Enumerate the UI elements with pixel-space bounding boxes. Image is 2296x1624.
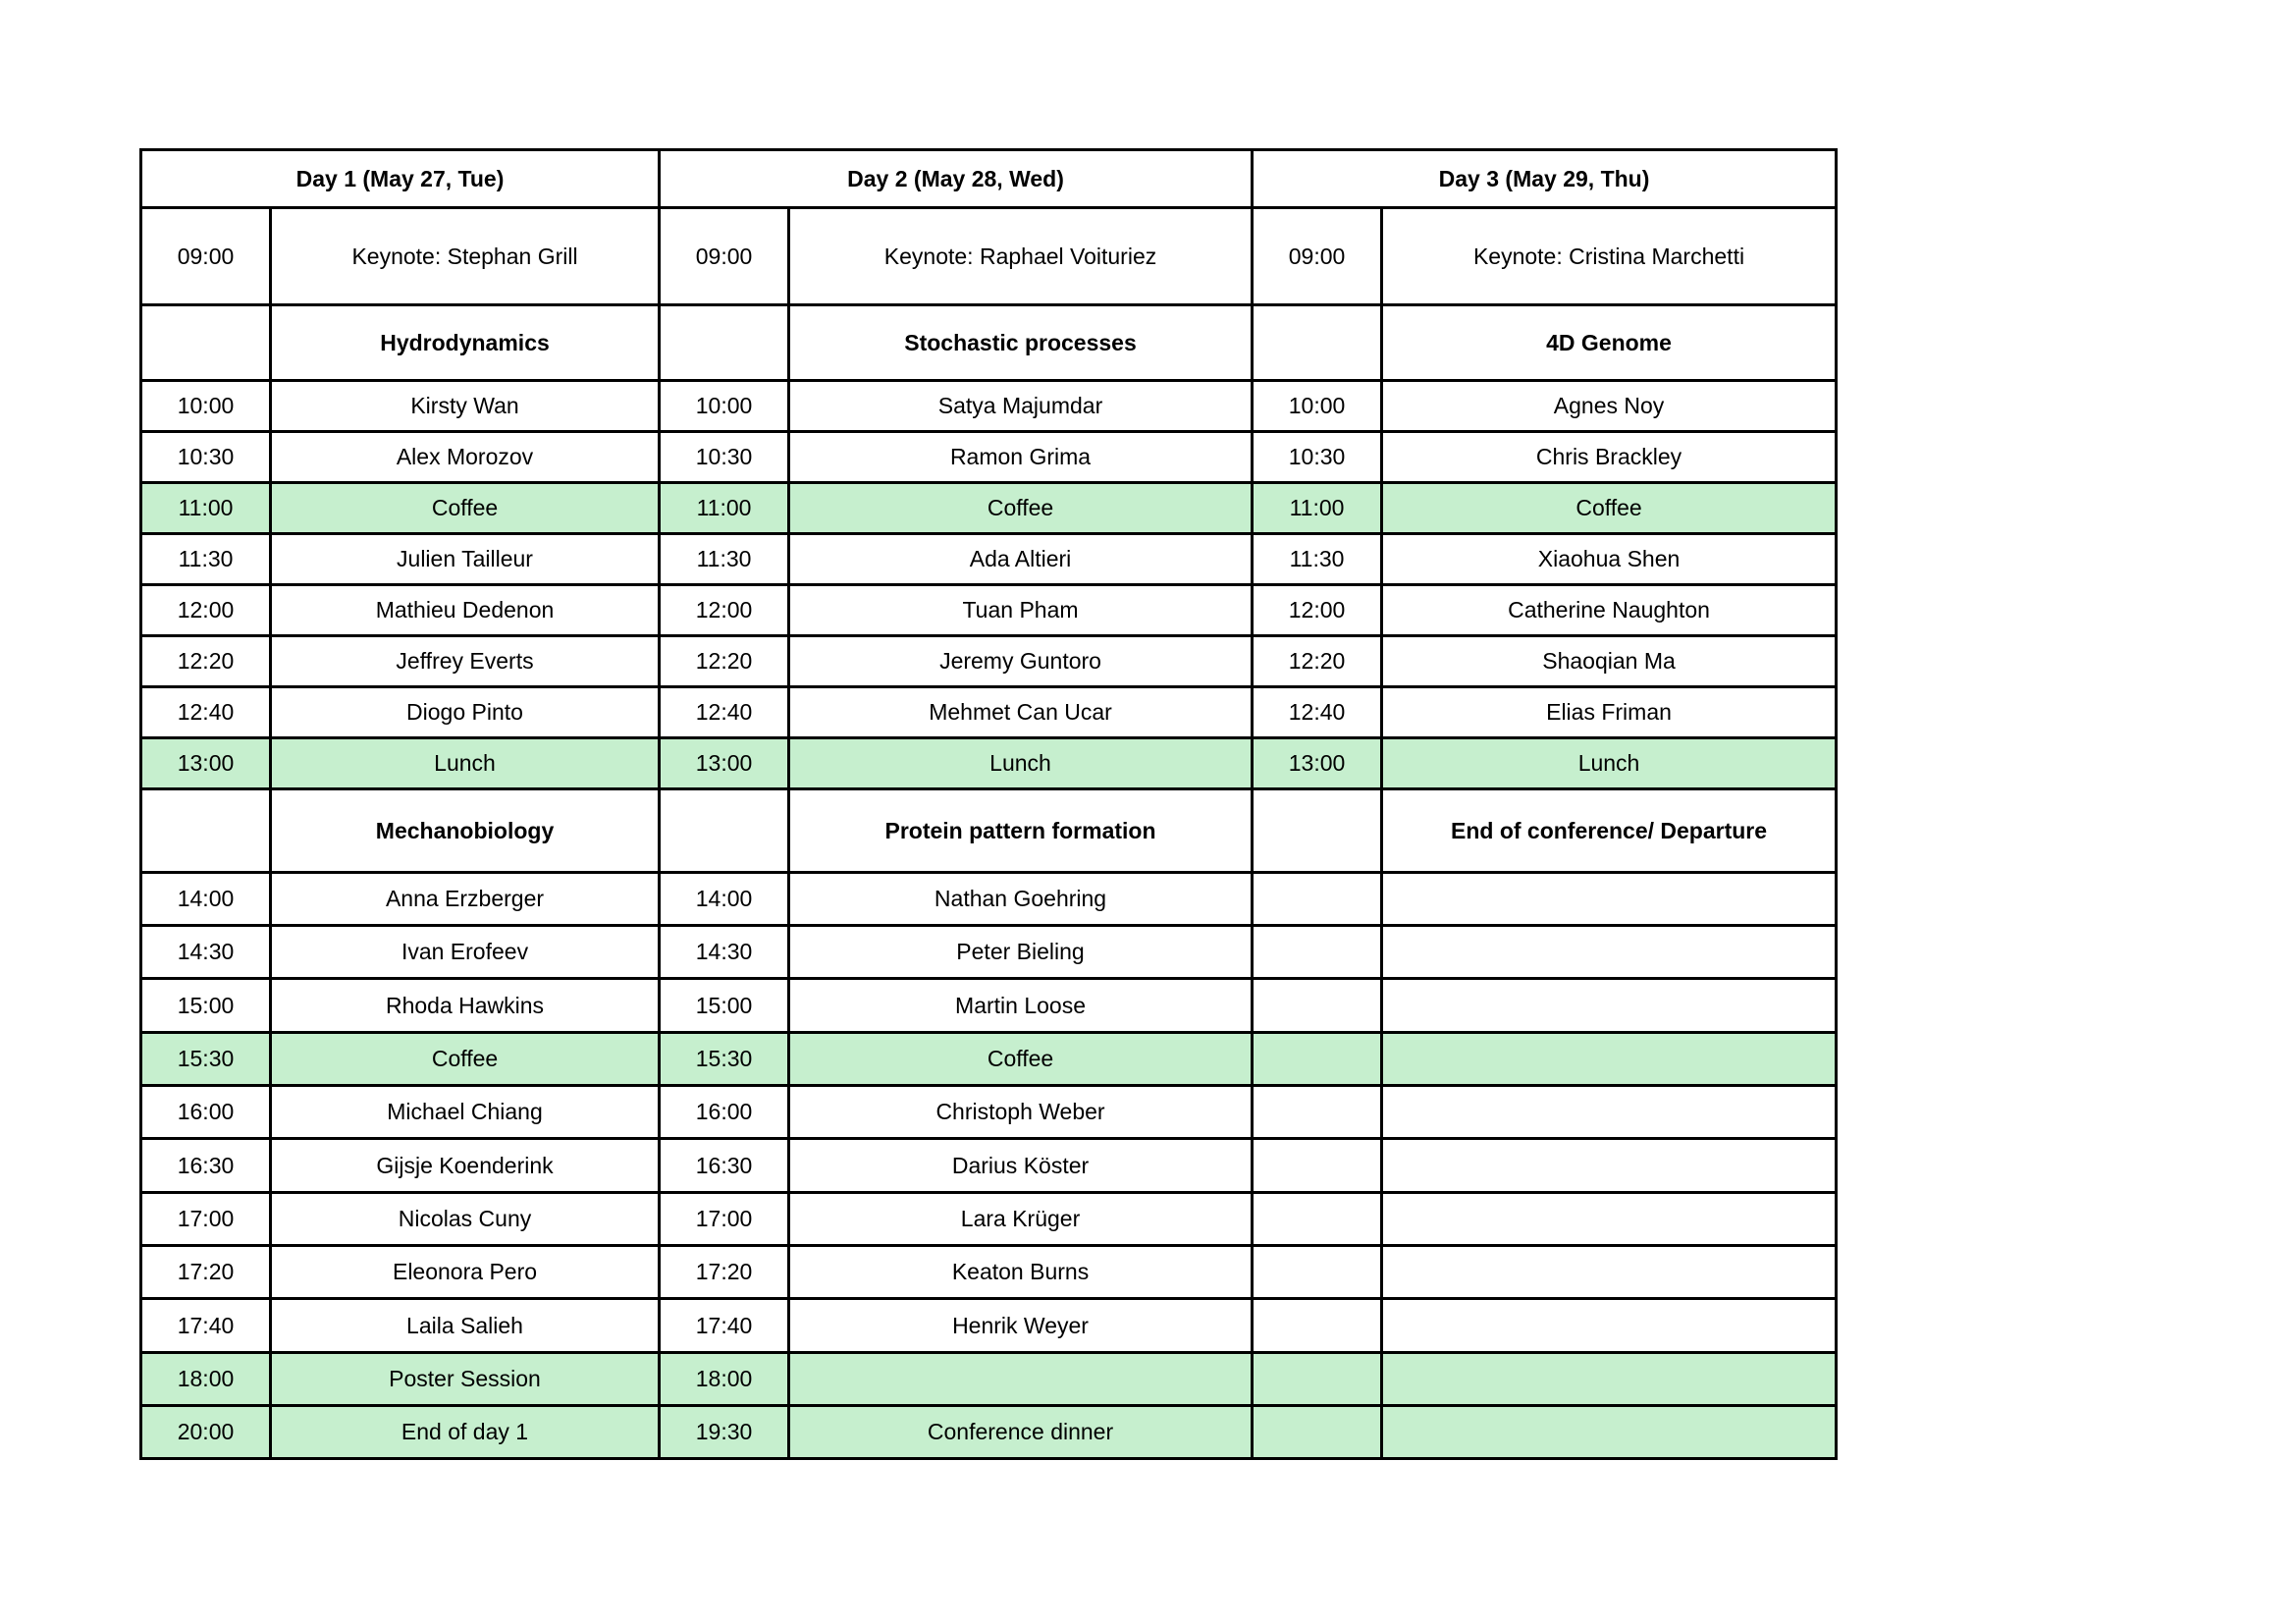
time-cell	[141, 789, 271, 873]
session-title-cell: Stochastic processes	[789, 305, 1253, 381]
time-cell: 14:30	[141, 926, 271, 979]
schedule-row	[141, 432, 1837, 483]
time-cell	[660, 305, 789, 381]
event-cell: Shaoqian Ma	[1382, 636, 1837, 687]
time-cell	[1253, 1406, 1382, 1459]
event-cell: Elias Friman	[1382, 687, 1837, 738]
time-cell: 20:00	[141, 1406, 271, 1459]
schedule-row	[141, 636, 1837, 687]
time-cell	[1253, 305, 1382, 381]
time-cell: 14:00	[660, 873, 789, 926]
event-cell: Peter Bieling	[789, 926, 1253, 979]
event-cell: Laila Salieh	[271, 1299, 660, 1353]
time-cell: 15:00	[660, 979, 789, 1033]
session-title-cell: Hydrodynamics	[271, 305, 660, 381]
time-cell: 12:40	[1253, 687, 1382, 738]
event-cell	[1382, 1246, 1837, 1299]
break-cell	[789, 1353, 1253, 1406]
schedule-table	[139, 148, 1838, 1460]
time-cell	[1253, 979, 1382, 1033]
event-cell: Ramon Grima	[789, 432, 1253, 483]
time-cell: 16:00	[141, 1086, 271, 1139]
time-cell: 18:00	[141, 1353, 271, 1406]
time-cell: 13:00	[1253, 738, 1382, 789]
time-cell: 15:30	[141, 1033, 271, 1086]
time-cell: 14:30	[660, 926, 789, 979]
event-cell	[1382, 926, 1837, 979]
event-cell	[1382, 1086, 1837, 1139]
time-cell: 12:00	[1253, 585, 1382, 636]
time-cell: 13:00	[660, 738, 789, 789]
time-cell: 17:40	[660, 1299, 789, 1353]
schedule-row	[141, 1033, 1837, 1086]
event-cell	[1382, 1299, 1837, 1353]
event-cell: Anna Erzberger	[271, 873, 660, 926]
time-cell: 11:00	[1253, 483, 1382, 534]
time-cell	[1253, 1353, 1382, 1406]
schedule-row	[141, 1299, 1837, 1353]
session-title-cell: Protein pattern formation	[789, 789, 1253, 873]
day-3-header: Day 3 (May 29, Thu)	[1253, 150, 1837, 208]
event-cell: Tuan Pham	[789, 585, 1253, 636]
event-cell: Chris Brackley	[1382, 432, 1837, 483]
break-cell	[1382, 1033, 1837, 1086]
time-cell: 18:00	[660, 1353, 789, 1406]
time-cell: 13:00	[141, 738, 271, 789]
schedule-row	[141, 1086, 1837, 1139]
time-cell: 14:00	[141, 873, 271, 926]
event-cell: Keaton Burns	[789, 1246, 1253, 1299]
break-cell: Coffee	[271, 483, 660, 534]
event-cell: Satya Majumdar	[789, 381, 1253, 432]
schedule-row	[141, 979, 1837, 1033]
time-cell: 12:00	[141, 585, 271, 636]
time-cell: 11:00	[660, 483, 789, 534]
time-cell	[1253, 1193, 1382, 1246]
break-cell	[1382, 1353, 1837, 1406]
event-cell: Ivan Erofeev	[271, 926, 660, 979]
time-cell	[1253, 789, 1382, 873]
event-cell: Henrik Weyer	[789, 1299, 1253, 1353]
time-cell: 11:30	[660, 534, 789, 585]
schedule-row	[141, 873, 1837, 926]
break-cell: Conference dinner	[789, 1406, 1253, 1459]
time-cell: 11:30	[1253, 534, 1382, 585]
time-cell: 19:30	[660, 1406, 789, 1459]
schedule-row	[141, 926, 1837, 979]
time-cell: 12:20	[660, 636, 789, 687]
time-cell: 12:20	[1253, 636, 1382, 687]
break-cell: Coffee	[789, 483, 1253, 534]
time-cell: 09:00	[1253, 208, 1382, 305]
schedule-row	[141, 534, 1837, 585]
keynote-cell: Keynote: Raphael Voituriez	[789, 208, 1253, 305]
event-cell: Jeremy Guntoro	[789, 636, 1253, 687]
schedule-row	[141, 483, 1837, 534]
event-cell: Ada Altieri	[789, 534, 1253, 585]
break-cell: Lunch	[271, 738, 660, 789]
break-cell: Coffee	[271, 1033, 660, 1086]
keynote-cell: Keynote: Stephan Grill	[271, 208, 660, 305]
time-cell: 17:40	[141, 1299, 271, 1353]
time-cell: 10:00	[660, 381, 789, 432]
time-cell: 17:00	[141, 1193, 271, 1246]
day-2-header: Day 2 (May 28, Wed)	[660, 150, 1253, 208]
session-title-row	[141, 305, 1837, 381]
break-cell: Coffee	[789, 1033, 1253, 1086]
day-1-header: Day 1 (May 27, Tue)	[141, 150, 660, 208]
time-cell: 17:20	[141, 1246, 271, 1299]
time-cell: 12:00	[660, 585, 789, 636]
keynote-cell: Keynote: Cristina Marchetti	[1382, 208, 1837, 305]
time-cell: 09:00	[660, 208, 789, 305]
time-cell: 12:40	[660, 687, 789, 738]
event-cell: Christoph Weber	[789, 1086, 1253, 1139]
time-cell: 16:00	[660, 1086, 789, 1139]
time-cell	[1253, 1033, 1382, 1086]
time-cell: 17:20	[660, 1246, 789, 1299]
time-cell	[1253, 1299, 1382, 1353]
time-cell: 10:30	[141, 432, 271, 483]
event-cell: Agnes Noy	[1382, 381, 1837, 432]
time-cell: 10:00	[141, 381, 271, 432]
break-cell: Lunch	[789, 738, 1253, 789]
time-cell: 12:40	[141, 687, 271, 738]
break-cell: Poster Session	[271, 1353, 660, 1406]
schedule-row	[141, 1406, 1837, 1459]
time-cell: 15:00	[141, 979, 271, 1033]
time-cell	[1253, 1086, 1382, 1139]
event-cell: Gijsje Koenderink	[271, 1139, 660, 1193]
time-cell: 12:20	[141, 636, 271, 687]
time-cell: 10:00	[1253, 381, 1382, 432]
event-cell: Jeffrey Everts	[271, 636, 660, 687]
event-cell: Xiaohua Shen	[1382, 534, 1837, 585]
time-cell: 11:30	[141, 534, 271, 585]
event-cell: Diogo Pinto	[271, 687, 660, 738]
break-cell: End of day 1	[271, 1406, 660, 1459]
session-title-cell: End of conference/ Departure	[1382, 789, 1837, 873]
schedule-row	[141, 738, 1837, 789]
time-cell	[1253, 1139, 1382, 1193]
session-title-cell: Mechanobiology	[271, 789, 660, 873]
keynote-row	[141, 208, 1837, 305]
event-cell: Martin Loose	[789, 979, 1253, 1033]
session-title-row	[141, 789, 1837, 873]
event-cell: Nathan Goehring	[789, 873, 1253, 926]
event-cell: Mehmet Can Ucar	[789, 687, 1253, 738]
time-cell	[1253, 1246, 1382, 1299]
time-cell: 17:00	[660, 1193, 789, 1246]
time-cell	[1253, 873, 1382, 926]
schedule-row	[141, 381, 1837, 432]
event-cell: Catherine Naughton	[1382, 585, 1837, 636]
event-cell: Alex Morozov	[271, 432, 660, 483]
event-cell: Julien Tailleur	[271, 534, 660, 585]
time-cell	[1253, 926, 1382, 979]
event-cell: Eleonora Pero	[271, 1246, 660, 1299]
schedule-row	[141, 585, 1837, 636]
time-cell: 16:30	[660, 1139, 789, 1193]
event-cell: Mathieu Dedenon	[271, 585, 660, 636]
time-cell: 11:00	[141, 483, 271, 534]
event-cell: Michael Chiang	[271, 1086, 660, 1139]
time-cell: 09:00	[141, 208, 271, 305]
event-cell: Rhoda Hawkins	[271, 979, 660, 1033]
time-cell	[660, 789, 789, 873]
break-cell: Coffee	[1382, 483, 1837, 534]
time-cell: 15:30	[660, 1033, 789, 1086]
time-cell	[141, 305, 271, 381]
event-cell	[1382, 979, 1837, 1033]
time-cell: 16:30	[141, 1139, 271, 1193]
day-header-row	[141, 150, 1837, 208]
session-title-cell: 4D Genome	[1382, 305, 1837, 381]
schedule-row	[141, 687, 1837, 738]
event-cell	[1382, 1193, 1837, 1246]
schedule-row	[141, 1246, 1837, 1299]
event-cell	[1382, 873, 1837, 926]
event-cell: Nicolas Cuny	[271, 1193, 660, 1246]
break-cell	[1382, 1406, 1837, 1459]
break-cell: Lunch	[1382, 738, 1837, 789]
schedule-row	[141, 1193, 1837, 1246]
event-cell: Kirsty Wan	[271, 381, 660, 432]
time-cell: 10:30	[660, 432, 789, 483]
schedule-row	[141, 1139, 1837, 1193]
schedule-row	[141, 1353, 1837, 1406]
event-cell: Lara Krüger	[789, 1193, 1253, 1246]
event-cell	[1382, 1139, 1837, 1193]
event-cell: Darius Köster	[789, 1139, 1253, 1193]
time-cell: 10:30	[1253, 432, 1382, 483]
